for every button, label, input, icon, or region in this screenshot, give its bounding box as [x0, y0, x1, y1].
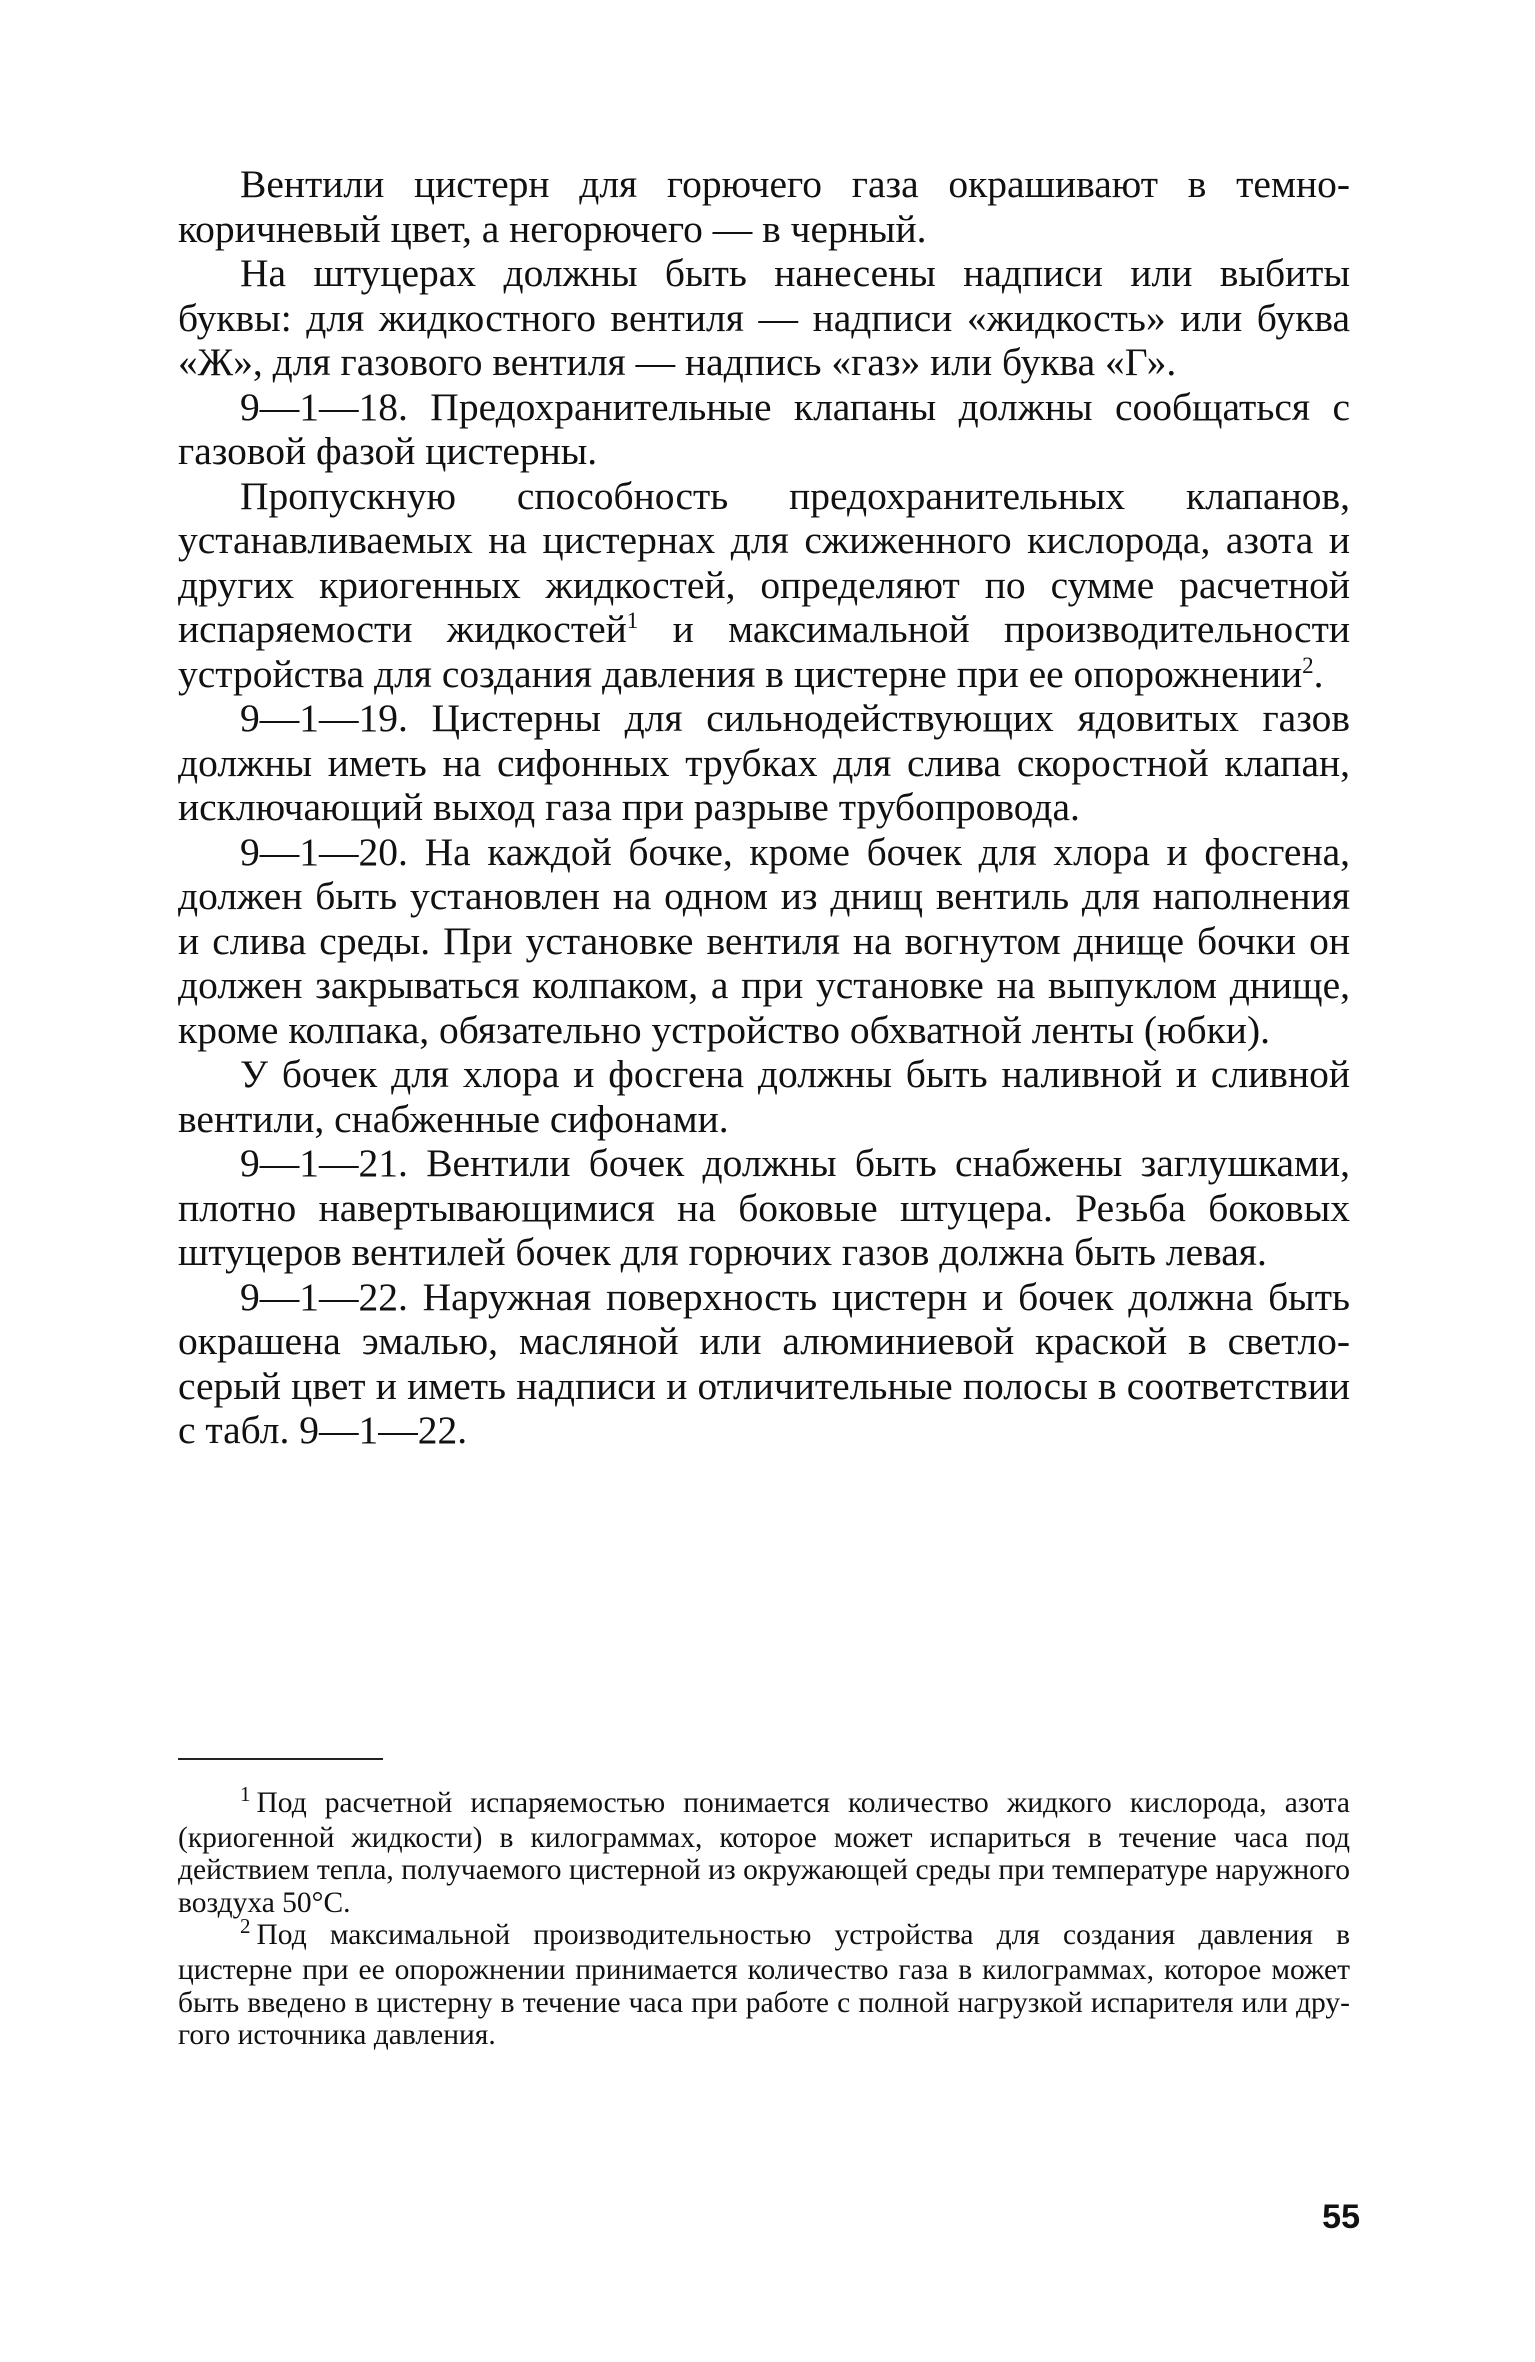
footnote-reference-2: 2 [1302, 652, 1314, 678]
paragraph-9-1-22: 9—1—22. Наружная поверхность цистерн и бочек должна быть окрашена эмалью, масляной или алюминиевой краской в светло-серый цвет и иметь надписи и отличительные полосы в соответствии с табл. 9—1—22. [178, 1274, 1350, 1452]
paragraph-9-1-19: 9—1—19. Цистерны для сильнодействующих ядовитых газов должны иметь на сифонных трубках для слива скоростной клапан, исключающий выход газа при разрыве трубопровода. [178, 696, 1350, 829]
paragraph-valve-capacity [178, 474, 1350, 697]
footnote-divider [178, 1758, 383, 1760]
paragraph-chlorine-barrels: У бочек для хлора и фосгена должны быть наливной и сливной вентили, снабженные сифонами. [178, 1052, 1350, 1141]
paragraph-9-1-20: 9—1—20. На каждой бочке, кроме бочек для хлора и фосгена, должен быть установлен на одном из днищ вентиль для наполнения и слива среды. При установке вентиля на вогнутом днище бочки он должен закрываться колпаком, а при установке на выпуклом днище, кроме колпака, обязательно устройство обхватной ленты (юбки). [178, 829, 1350, 1052]
paragraph-valve-capacity-part-2: и максимальной производительности устройства для создания давления в цистерне при ее опорожнении [178, 607, 1350, 696]
footnote-1 [178, 1782, 1350, 1919]
paragraph-9-1-18: 9—1—18. Предохранительные клапаны должны сообщаться с газовой фазой цистерны. [178, 384, 1350, 473]
paragraph-fitting-inscriptions: На штуцерах должны быть нанесены надписи или выбиты буквы: для жидкостного вентиля — надписи «жидкость» или буква «Ж», для газового вентиля — надпись «газ» или буква «Г». [178, 251, 1350, 384]
paragraph-valve-capacity-part-3: . [1313, 651, 1324, 696]
main-text [178, 162, 1350, 1453]
footnote-2-mark: 2 [240, 1914, 251, 1939]
footnote-2 [178, 1914, 1350, 2052]
footnote-1-mark: 1 [240, 1782, 251, 1806]
footnote-2-text: Под максимальной производительностью устройства для создания давления в цистерне при ее опорожнении принимается количество газа в килограммах, которое может быть введено в цистерну в течение часа при работе с полной нагрузкой испарителя или другого источника давления. [178, 1919, 1350, 2052]
paragraph-valve-colors: Вентили цистерн для горючего газа окрашивают в темно-коричневый цвет, а негорючего — в черный. [178, 162, 1350, 251]
footnote-1-text: Под расчетной испаряемостью понимается количество жидкого кислорода, азота (криогенной жидкости) в килограммах, которое может испариться в течение часа под действием тепла, получаемого цистерной из окружающей среды при температуре наружного воздуха 50°С. [178, 1787, 1350, 1919]
footnotes [178, 1782, 1350, 2052]
paragraph-valve-capacity-part-1: Пропускную способность предохранительных клапанов, устанавливаемых на цистернах для сжиженного кислорода, азота и других криогенных жидкостей, определяют по сумме расчетной испаряемости жидкостей [178, 473, 1350, 651]
paragraph-9-1-21: 9—1—21. Вентили бочек должны быть снабжены заглушками, плотно навертывающимися на боковые штуцера. Резьба боковых штуцеров вентилей бочек для горючих газов должна быть левая. [178, 1141, 1350, 1274]
footnote-reference-1: 1 [626, 607, 639, 633]
page-number: 55 [1322, 2198, 1360, 2236]
